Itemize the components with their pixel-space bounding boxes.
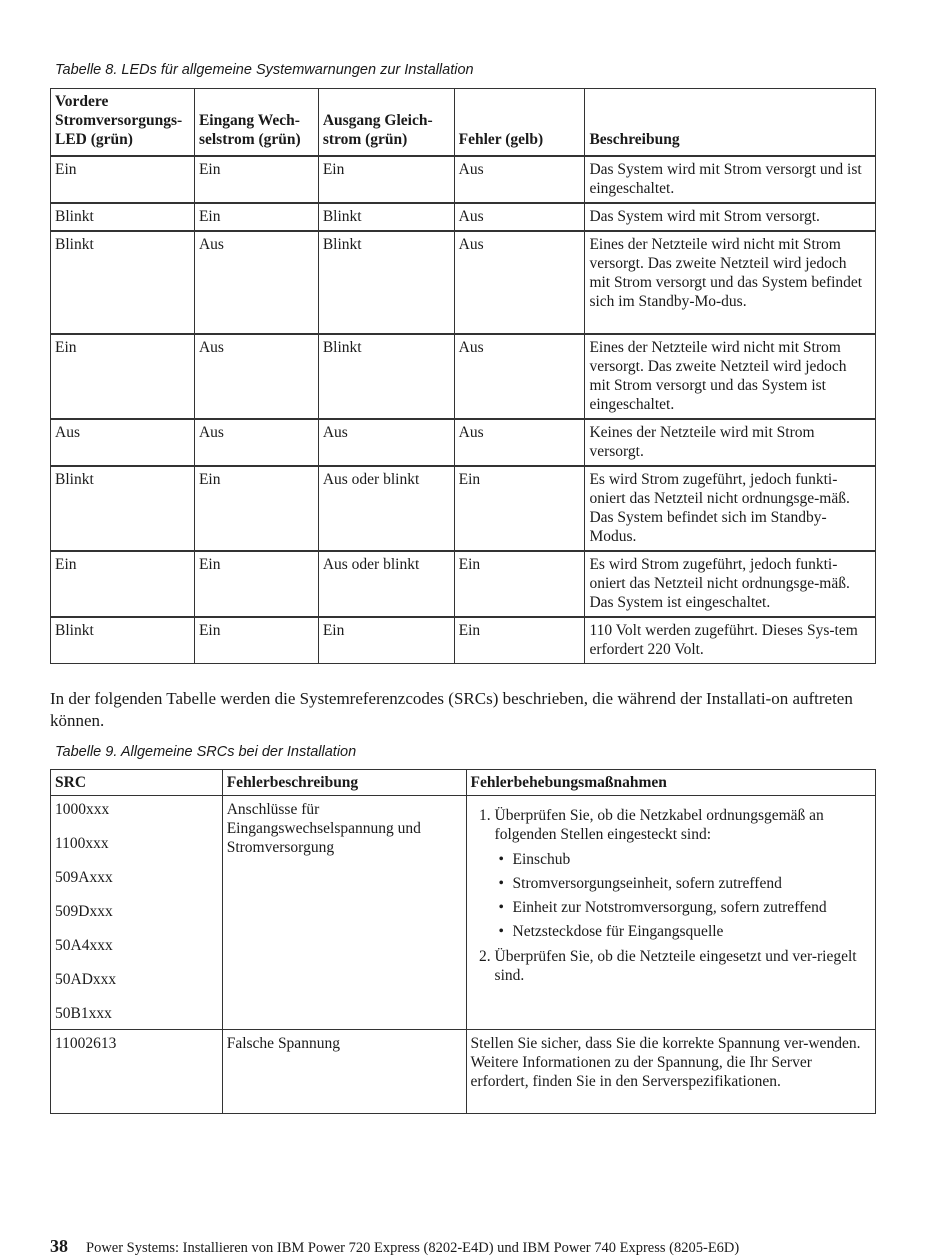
src-code: 1100xxx [55,835,109,852]
header-ac-input: Eingang Wech-selstrom (grün) [194,89,318,157]
table-row [51,419,876,466]
cell: Das System wird mit Strom versorgt und ist eingeschaltet. [585,156,876,203]
header-actions: Fehlerbehebungsmaßnahmen [466,770,875,796]
header-fault: Fehler (gelb) [454,89,585,157]
action-step [495,806,871,941]
page-number: 38 [50,1236,68,1256]
list-item: • Einheit zur Notstromversorgung, sofern zutreffend [513,898,871,917]
cell: Eines der Netzteile wird nicht mit Strom versorgt. Das zweite Netzteil wird jedoch mit Strom versorgt und das System befindet sich im Standby-Mo-dus. [585,231,876,334]
action-step [495,947,871,985]
cell: Ein [194,203,318,231]
cell: Es wird Strom zugeführt, jedoch funkti-oniert das Netzteil nicht ordnungsge-mäß. Das System ist eingeschaltet. [585,551,876,617]
table-row [51,796,876,1030]
cell: Ein [454,551,585,617]
step-text: Überprüfen Sie, ob die Netzteile eingesetzt und ver-riegelt sind. [494,948,857,984]
table-row [51,617,876,664]
cell: Aus [194,419,318,466]
led-table [50,88,876,664]
cell: Blinkt [51,203,195,231]
intro-paragraph: In der folgenden Tabelle werden die Systemreferenzcodes (SRCs) beschrieben, die während der Installati-on auftreten können. [50,689,853,730]
cell: Blinkt [51,466,195,551]
cell: Keines der Netzteile wird mit Strom versorgt. [585,419,876,466]
table-row [51,551,876,617]
cell: 110 Volt werden zugeführt. Dieses Sys-tem erfordert 220 Volt. [585,617,876,664]
footer-text: Power Systems: Installieren von IBM Power 720 Express (8202-E4D) und IBM Power 740 Express (8205-E6D) [86,1240,740,1256]
cell: Aus [454,231,585,334]
src-code: 50A4xxx [55,937,113,954]
cell: Ein [51,334,195,419]
cell: 11002613 [51,1030,223,1114]
cell: Aus [194,231,318,334]
page-footer [50,1236,739,1257]
table9-caption: Tabelle 9. Allgemeine SRCs bei der Installation [55,744,357,760]
bullet-list [495,850,871,941]
cell: Falsche Spannung [222,1030,466,1114]
step-text: Überprüfen Sie, ob die Netzkabel ordnungsgemäß an folgenden Stellen eingesteckt sind: [494,807,824,843]
src-codes-cell [51,796,223,1030]
src-code: 1000xxx [55,801,110,818]
cell: Aus [454,334,585,419]
list-item: • Netzsteckdose für Eingangsquelle [513,922,871,941]
table-row [51,156,876,203]
cell: Aus [318,419,454,466]
cell: Ein [194,617,318,664]
action-steps [471,806,871,985]
cell: Ein [194,466,318,551]
cell: Blinkt [318,334,454,419]
header-src: SRC [51,770,223,796]
table-row [51,1030,876,1114]
cell: Ein [318,617,454,664]
cell: Ein [194,156,318,203]
header-front-led: Vordere Stromversorgungs-LED (grün) [51,89,195,157]
cell: Aus [454,156,585,203]
error-description-cell: Anschlüsse für Eingangswechselspannung und Stromversorgung [222,796,466,1030]
cell: Blinkt [51,617,195,664]
cell: Blinkt [318,203,454,231]
table-header-row [51,770,876,796]
src-table [50,769,876,1114]
cell: Eines der Netzteile wird nicht mit Strom versorgt. Das zweite Netzteil wird jedoch mit Strom versorgt und das System ist eingeschaltet. [585,334,876,419]
cell: Ein [51,551,195,617]
cell: Blinkt [51,231,195,334]
table-header-row [51,89,876,157]
table-row [51,334,876,419]
list-item: • Stromversorgungseinheit, sofern zutreffend [513,874,871,893]
src-code: 50ADxxx [55,971,117,988]
header-error-description: Fehlerbeschreibung [222,770,466,796]
src-code: 509Axxx [55,869,113,886]
src-code: 50B1xxx [55,1005,112,1022]
cell: Blinkt [318,231,454,334]
header-description: Beschreibung [585,89,876,157]
cell: Aus oder blinkt [318,551,454,617]
cell: Aus [454,419,585,466]
actions-cell [466,796,875,1030]
list-item: • Einschub [513,850,871,869]
cell: Aus oder blinkt [318,466,454,551]
table-row [51,466,876,551]
table-row [51,231,876,334]
table-row [51,203,876,231]
cell: Ein [194,551,318,617]
table8-caption: Tabelle 8. LEDs für allgemeine Systemwarnungen zur Installation [55,62,474,78]
cell: Aus [51,419,195,466]
src-code: 509Dxxx [55,903,113,920]
cell: Es wird Strom zugeführt, jedoch funkti-oniert das Netzteil nicht ordnungsge-mäß. Das System befindet sich im Standby-Modus. [585,466,876,551]
cell: Ein [51,156,195,203]
cell: Ein [318,156,454,203]
cell: Das System wird mit Strom versorgt. [585,203,876,231]
header-dc-output: Ausgang Gleich-strom (grün) [318,89,454,157]
cell: Stellen Sie sicher, dass Sie die korrekte Spannung ver-wenden. Weitere Informationen zu der Spannung, die Ihr Server erfordert, finden Sie in den Serverspezifikationen. [466,1030,875,1114]
cell: Ein [454,466,585,551]
cell: Aus [454,203,585,231]
cell: Ein [454,617,585,664]
cell: Aus [194,334,318,419]
